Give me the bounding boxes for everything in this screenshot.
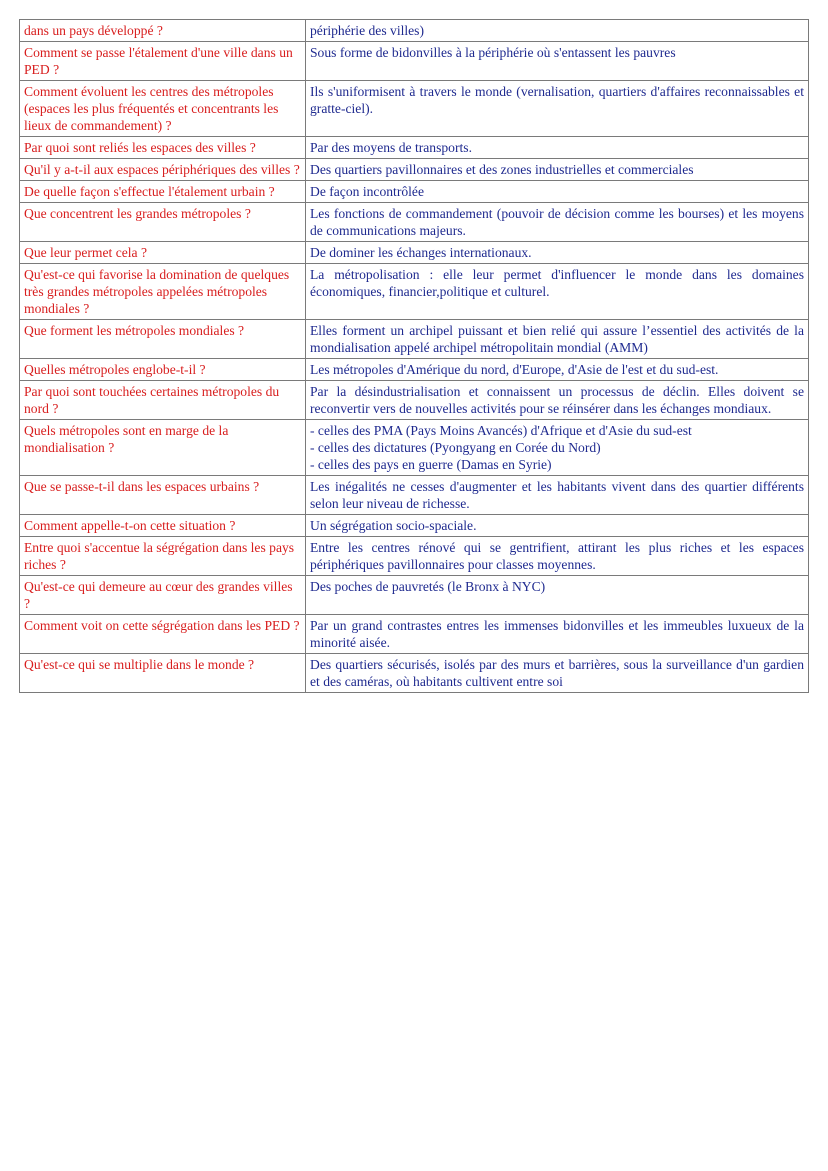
question-cell: Quels métropoles sont en marge de la mondialisation ? [20, 420, 306, 476]
table-row [20, 81, 809, 137]
table-row [20, 20, 809, 42]
answer-cell: Ils s'uniformisent à travers le monde (vernalisation, quartiers d'affaires reconnaissables et gratte-ciel). [306, 81, 809, 137]
answer-cell: Les inégalités ne cesses d'augmenter et les habitants vivent dans des quartier différents selon leur niveau de richesse. [306, 476, 809, 515]
question-cell: De quelle façon s'effectue l'étalement urbain ? [20, 181, 306, 203]
answer-cell: Des quartiers pavillonnaires et des zones industrielles et commerciales [306, 159, 809, 181]
table-row [20, 576, 809, 615]
question-cell: Comment voit on cette ségrégation dans les PED ? [20, 615, 306, 654]
answer-cell: La métropolisation : elle leur permet d'influencer le monde dans les domaines économiques, financier,politique et culturel. [306, 264, 809, 320]
answer-cell: Par des moyens de transports. [306, 137, 809, 159]
question-cell: Que se passe-t-il dans les espaces urbains ? [20, 476, 306, 515]
question-cell: Par quoi sont reliés les espaces des villes ? [20, 137, 306, 159]
table-row [20, 537, 809, 576]
question-cell: Qu'est-ce qui favorise la domination de quelques très grandes métropoles appelées métropoles mondiales ? [20, 264, 306, 320]
question-cell: Qu'est-ce qui se multiplie dans le monde ? [20, 654, 306, 693]
table-row [20, 320, 809, 359]
table-row [20, 242, 809, 264]
answer-cell: Les métropoles d'Amérique du nord, d'Europe, d'Asie de l'est et du sud-est. [306, 359, 809, 381]
answer-cell: Sous forme de bidonvilles à la périphérie où s'entassent les pauvres [306, 42, 809, 81]
answer-cell [306, 420, 809, 476]
answer-cell: De dominer les échanges internationaux. [306, 242, 809, 264]
question-cell: Que leur permet cela ? [20, 242, 306, 264]
table-row [20, 615, 809, 654]
answer-cell: Par un grand contrastes entres les immenses bidonvilles et les immeubles luxueux de la minorité aisée. [306, 615, 809, 654]
answer-cell: Des poches de pauvretés (le Bronx à NYC) [306, 576, 809, 615]
table-row [20, 515, 809, 537]
table-row [20, 137, 809, 159]
table-row [20, 42, 809, 81]
answer-cell: Des quartiers sécurisés, isolés par des murs et barrières, sous la surveillance d'un gardien et des caméras, où habitants cultivent entre soi [306, 654, 809, 693]
table-row [20, 381, 809, 420]
question-cell: Entre quoi s'accentue la ségrégation dans les pays riches ? [20, 537, 306, 576]
question-cell: Par quoi sont touchées certaines métropoles du nord ? [20, 381, 306, 420]
question-cell: Comment appelle-t-on cette situation ? [20, 515, 306, 537]
table-row [20, 159, 809, 181]
question-cell: Comment se passe l'étalement d'une ville dans un PED ? [20, 42, 306, 81]
answer-cell: Entre les centres rénové qui se gentrifient, attirant les plus riches et les espaces périphériques pavillonnaires pour classes moyennes. [306, 537, 809, 576]
answer-cell: périphérie des villes) [306, 20, 809, 42]
answer-cell: Les fonctions de commandement (pouvoir de décision comme les bourses) et les moyens de communications majeurs. [306, 203, 809, 242]
answer-line: - celles des pays en guerre (Damas en Syrie) [310, 457, 552, 472]
question-cell: Comment évoluent les centres des métropoles (espaces les plus fréquentés et concentrants les lieux de commandement) ? [20, 81, 306, 137]
question-cell: Que concentrent les grandes métropoles ? [20, 203, 306, 242]
qa-table [19, 19, 809, 693]
table-row [20, 654, 809, 693]
answer-cell: Elles forment un archipel puissant et bien relié qui assure l’essentiel des activités de la mondialisation appelé archipel métropolitain mondial (AMM) [306, 320, 809, 359]
question-cell: Que forment les métropoles mondiales ? [20, 320, 306, 359]
question-cell: Qu'est-ce qui demeure au cœur des grandes villes ? [20, 576, 306, 615]
document-page [19, 19, 809, 693]
answer-cell: Un ségrégation socio-spaciale. [306, 515, 809, 537]
table-row [20, 476, 809, 515]
answer-line: - celles des dictatures (Pyongyang en Corée du Nord) [310, 440, 601, 455]
table-row [20, 264, 809, 320]
table-row [20, 181, 809, 203]
question-cell: Qu'il y a-t-il aux espaces périphériques des villes ? [20, 159, 306, 181]
table-row [20, 359, 809, 381]
answer-cell: De façon incontrôlée [306, 181, 809, 203]
table-row [20, 203, 809, 242]
answer-cell: Par la désindustrialisation et connaissent un processus de déclin. Elles doivent se reconvertir vers de nouvelles activités pour se réinsérer dans les échanges mondiaux. [306, 381, 809, 420]
table-row [20, 420, 809, 476]
question-cell: Quelles métropoles englobe-t-il ? [20, 359, 306, 381]
answer-line: - celles des PMA (Pays Moins Avancés) d'Afrique et d'Asie du sud-est [310, 423, 692, 438]
question-cell: dans un pays développé ? [20, 20, 306, 42]
